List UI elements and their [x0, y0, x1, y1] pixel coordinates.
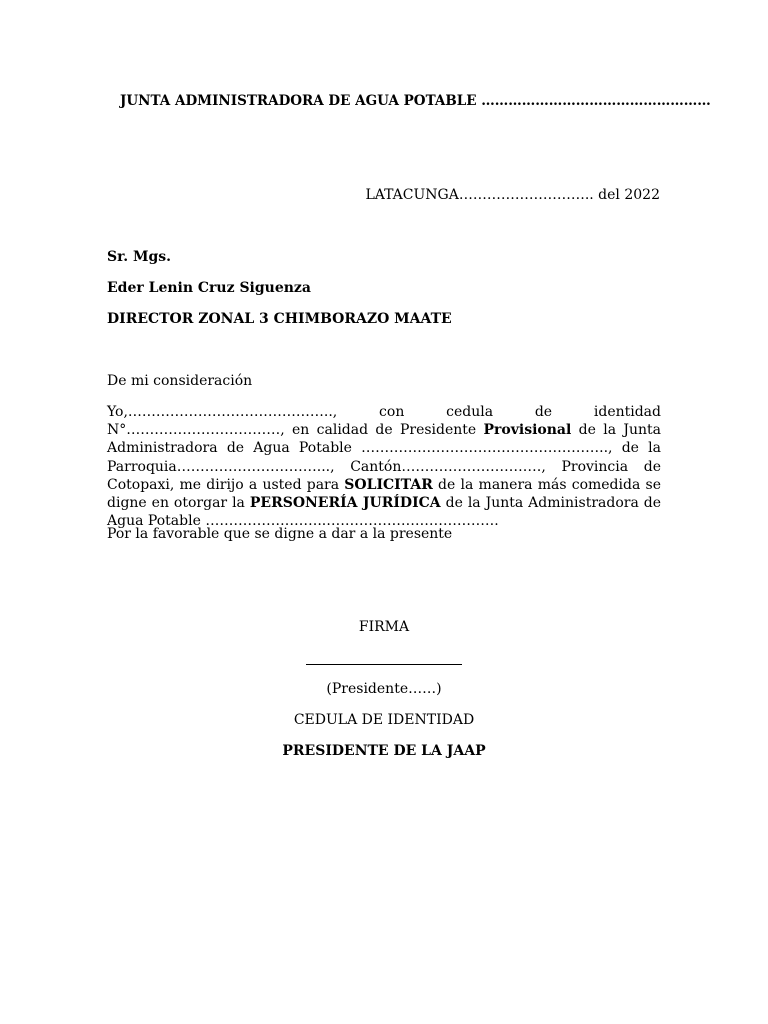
signature-title: PRESIDENTE DE LA JAAP	[282, 743, 486, 759]
body-text-2: de la Junta Administradora de Agua Potable …………………………………………….., de la Parroquia…………………………..., Cantón…………………………, Provincia de Cotopaxi, me dirijo a usted para	[107, 422, 661, 493]
recipient-position: DIRECTOR ZONAL 3 CHIMBORAZO MAATE	[107, 311, 452, 327]
closing-line: Por la favorable que se digne a dar a la presente	[107, 526, 453, 542]
signature-line	[306, 664, 462, 665]
signature-id-label: CEDULA DE IDENTIDAD	[293, 712, 475, 728]
body-bold-provisional: Provisional	[483, 422, 572, 439]
signature-label: FIRMA	[358, 619, 410, 635]
body-paragraph	[107, 403, 661, 530]
signature-name-placeholder: (Presidente……)	[326, 681, 442, 697]
recipient-name: Eder Lenin Cruz Siguenza	[107, 280, 311, 296]
body-text-4: de la Junta Administradora de Agua Potable ……………………..……………………………….	[107, 495, 661, 530]
body-text-1: Yo,…………………………………….., con cedula de identidad N°……………………………, en calidad de Presidente	[107, 404, 661, 439]
date-line: LATACUNGA……………………….. del 2022	[365, 187, 660, 203]
recipient-salutation: Sr. Mgs.	[107, 249, 171, 265]
body-bold-solicitar: SOLICITAR	[344, 476, 433, 493]
greeting: De mi consideración	[107, 373, 253, 389]
body-text-3: de la manera más comedida se digne en otorgar la	[107, 476, 661, 512]
body-bold-personeria: PERSONERÍA JURÍDICA	[249, 495, 441, 512]
document-heading: JUNTA ADMINISTRADORA DE AGUA POTABLE ……………………………………………	[120, 93, 711, 109]
